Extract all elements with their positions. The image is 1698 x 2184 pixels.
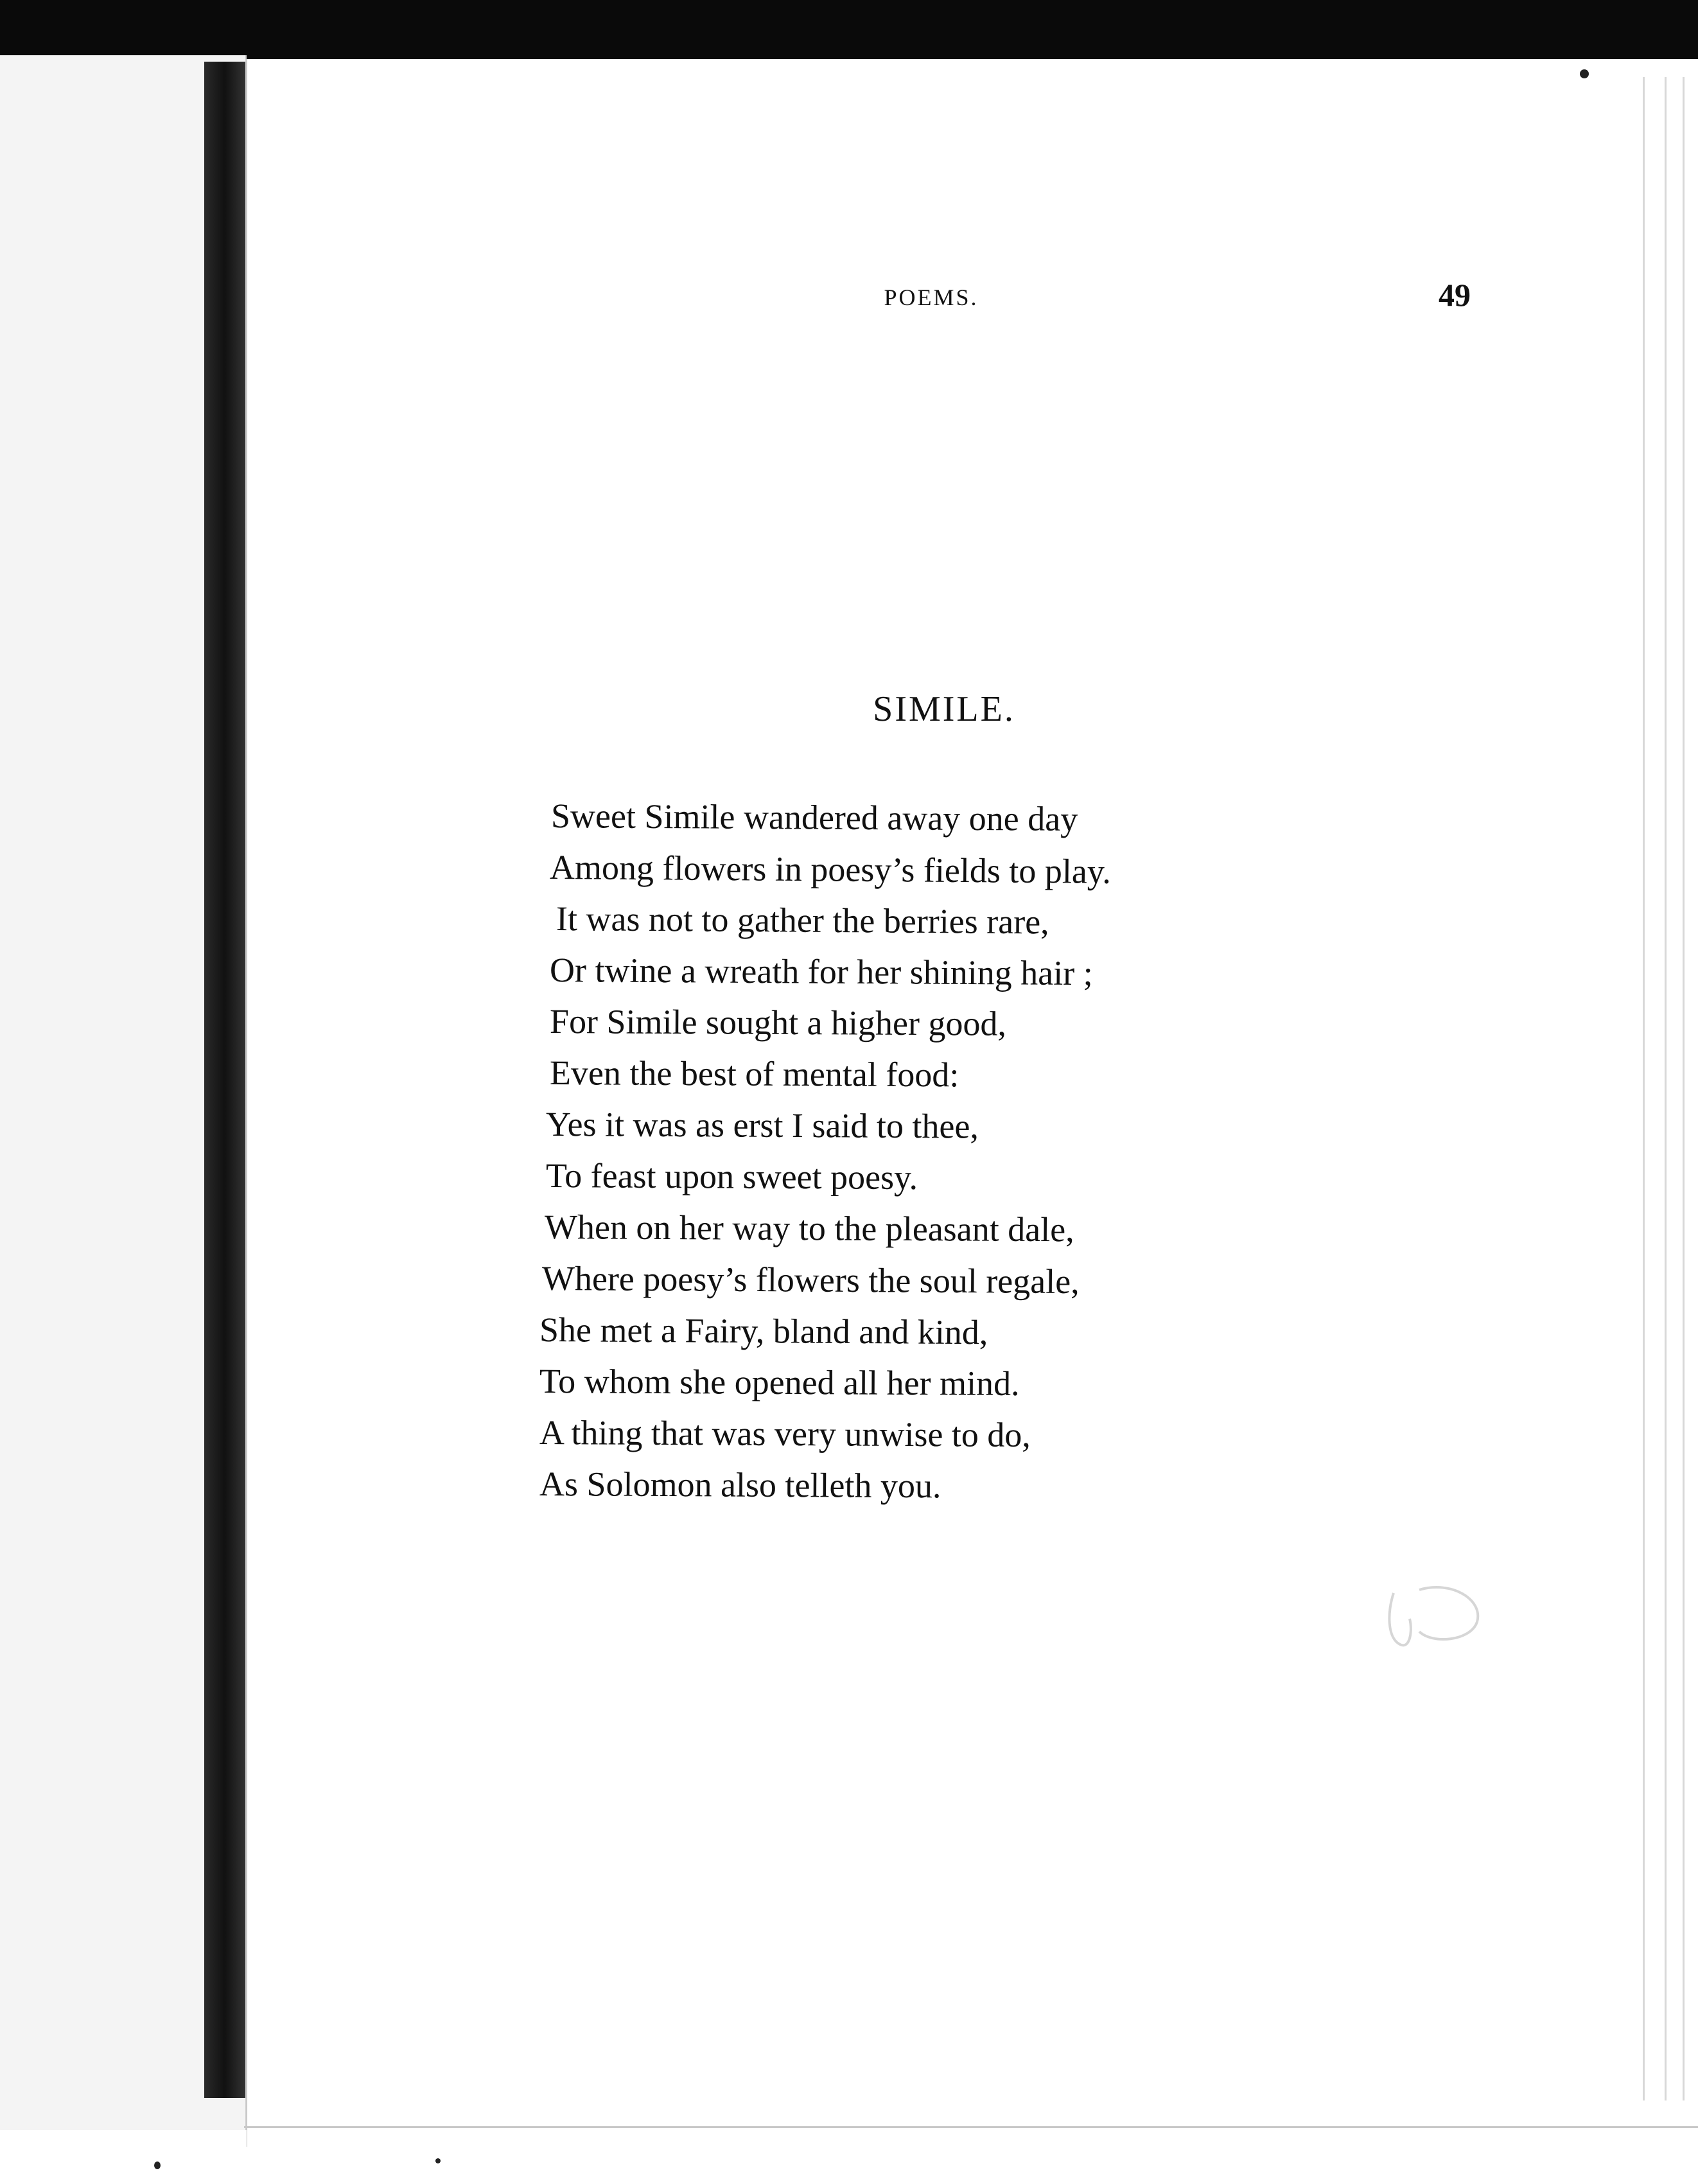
page-bottom-edge [244, 2126, 1698, 2128]
verse-line: She met a Fairy, bland and kind, [539, 1310, 988, 1352]
verse-line: As Solomon also telleth you. [539, 1465, 941, 1506]
verse-line: Sweet Simile wandered away one day [550, 797, 1078, 839]
scan-speck [1580, 69, 1589, 78]
verse-line: Or twine a wreath for her shining hair ; [549, 951, 1093, 993]
verse-line: Even the best of mental food: [549, 1053, 959, 1095]
pencil-mark [1374, 1574, 1490, 1657]
running-head: POEMS. [884, 285, 979, 310]
scan-speck [154, 2162, 161, 2169]
page-number: 49 [1439, 277, 1471, 313]
scan-speck [435, 2158, 441, 2163]
verse-line: When on her way to the pleasant dale, [544, 1208, 1074, 1249]
verse-line: Among flowers in poesy’s fields to play. [549, 848, 1112, 891]
poem-verse [539, 790, 1310, 1510]
verse-line: It was not to gather the berries rare, [556, 899, 1049, 942]
poem-title: SIMILE. [873, 689, 1015, 729]
verse-line: Where poesy’s flowers the soul regale, [541, 1259, 1080, 1301]
page-edge-line [1683, 77, 1685, 2100]
page-edge-line [1665, 77, 1667, 2100]
verse-line: A thing that was very unwise to do, [539, 1413, 1031, 1455]
verse-line: To feast upon sweet poesy. [545, 1156, 918, 1197]
verse-line: To whom she opened all her mind. [539, 1362, 1020, 1403]
verse-line: For Simile sought a higher good, [549, 1002, 1007, 1043]
scan-top-border [0, 0, 1698, 64]
page-edge-line [1643, 77, 1645, 2100]
book-gutter [204, 62, 245, 2098]
verse-line: Yes it was as erst I said to thee, [545, 1105, 979, 1146]
